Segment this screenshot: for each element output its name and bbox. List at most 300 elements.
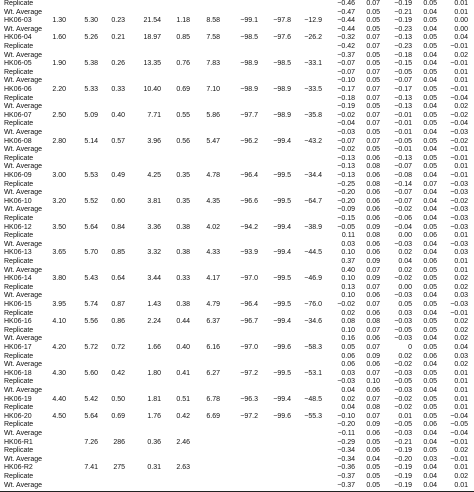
table-cell: 0.07 xyxy=(366,43,380,50)
table-cell: 0.03 xyxy=(454,292,468,300)
table-cell: 0.00 xyxy=(398,283,412,291)
table-cell: −33.5 xyxy=(304,86,322,93)
table-row xyxy=(0,361,474,370)
table-row xyxy=(0,215,474,224)
table-cell: 0.06 xyxy=(341,352,355,360)
table-cell: 4.17 xyxy=(206,275,220,283)
table-cell: 3.65 xyxy=(52,249,66,257)
table-cell: −0.05 xyxy=(394,421,412,429)
table-row xyxy=(0,9,474,18)
table-cell: 0.05 xyxy=(423,447,437,455)
table-row xyxy=(0,482,474,491)
table-cell: 0.01 xyxy=(454,68,468,76)
row-label: HK06-14 xyxy=(4,275,32,283)
table-cell: −0.46 xyxy=(337,0,355,7)
table-cell: −0.05 xyxy=(337,223,355,231)
table-row xyxy=(0,0,474,9)
table-cell: 0.09 xyxy=(366,275,380,283)
row-label: Wt. Average xyxy=(4,51,43,59)
table-cell: 5.74 xyxy=(84,301,98,308)
table-cell: −0.03 xyxy=(394,318,412,326)
table-cell: 0.02 xyxy=(341,309,355,317)
table-cell: −0.03 xyxy=(450,206,468,214)
table-cell: 0.07 xyxy=(366,137,380,145)
table-cell: 0.02 xyxy=(454,283,468,291)
row-label: Replicate xyxy=(4,352,34,360)
table-cell: 4.02 xyxy=(206,223,220,231)
table-cell: 0.42 xyxy=(176,412,190,420)
table-cell: 0.05 xyxy=(366,25,380,33)
table-cell: 0.04 xyxy=(423,430,437,437)
table-cell: −0.19 xyxy=(394,481,412,489)
table-cell: −0.19 xyxy=(394,447,412,455)
table-cell: 6.78 xyxy=(206,395,220,403)
table-row xyxy=(0,327,474,336)
table-cell: 0 xyxy=(408,344,412,351)
table-cell: −99.5 xyxy=(273,172,291,179)
table-row xyxy=(0,86,474,95)
table-cell: −0.01 xyxy=(450,154,468,162)
table-cell: 3.50 xyxy=(52,223,66,231)
table-cell: 275 xyxy=(113,464,125,472)
table-cell: 0.41 xyxy=(176,369,190,377)
table-row xyxy=(0,155,474,164)
table-cell: −0.01 xyxy=(450,172,468,179)
row-label: Replicate xyxy=(4,421,34,429)
table-cell: 0.02 xyxy=(454,447,468,455)
table-cell: −0.44 xyxy=(337,25,355,33)
table-row xyxy=(0,163,474,172)
table-cell: −99.1 xyxy=(240,17,258,25)
row-label: Wt. Average xyxy=(4,77,43,85)
table-cell: −34.6 xyxy=(304,318,322,326)
table-cell: 0.06 xyxy=(366,309,380,317)
table-cell: 0.05 xyxy=(423,344,437,351)
table-cell: 0.05 xyxy=(366,146,380,154)
table-cell: −99.4 xyxy=(273,223,291,231)
table-cell: −99.5 xyxy=(273,275,291,283)
row-label: HK06-05 xyxy=(4,60,32,68)
table-cell: 0.04 xyxy=(423,481,437,489)
table-cell: −97.0 xyxy=(240,275,258,283)
table-row xyxy=(0,404,474,413)
table-cell: 0.02 xyxy=(398,352,412,360)
table-cell: 2.46 xyxy=(176,438,190,446)
row-label: Replicate xyxy=(4,447,34,455)
table-row xyxy=(0,267,474,276)
table-cell: 0.08 xyxy=(366,404,380,412)
table-cell: 0.05 xyxy=(366,77,380,85)
table-row xyxy=(0,344,474,353)
table-cell: 5.72 xyxy=(84,344,98,351)
table-cell: −0.10 xyxy=(337,412,355,420)
table-cell: −44.5 xyxy=(304,249,322,257)
table-cell: 4.20 xyxy=(52,344,66,351)
table-cell: 5.43 xyxy=(84,275,98,283)
table-cell: 5.42 xyxy=(84,395,98,403)
table-cell: 0.16 xyxy=(341,335,355,343)
table-cell: −0.13 xyxy=(394,34,412,42)
table-cell: 6.16 xyxy=(206,344,220,351)
table-cell: 0.05 xyxy=(423,412,437,420)
table-cell: 0.01 xyxy=(454,387,468,394)
table-cell: 0.06 xyxy=(423,421,437,429)
table-cell: −0.02 xyxy=(394,206,412,214)
table-cell: −0.32 xyxy=(337,34,355,42)
row-label: HK06-04 xyxy=(4,34,32,42)
table-cell: 5.70 xyxy=(84,249,98,257)
table-cell: 0.23 xyxy=(111,17,125,25)
table-cell: 0.05 xyxy=(423,68,437,76)
table-cell: −0.03 xyxy=(394,292,412,300)
table-cell: −0.36 xyxy=(337,464,355,472)
table-cell: 0.07 xyxy=(366,86,380,93)
table-cell: 0.10 xyxy=(341,292,355,300)
table-cell: 0.10 xyxy=(341,275,355,283)
table-cell: 0.04 xyxy=(423,77,437,85)
table-cell: −0.03 xyxy=(450,240,468,248)
table-cell: 5.33 xyxy=(84,86,98,93)
table-cell: −0.03 xyxy=(394,240,412,248)
table-cell: 21.54 xyxy=(143,17,161,25)
table-cell: −0.15 xyxy=(394,60,412,68)
table-cell: −96.4 xyxy=(240,172,258,179)
table-cell: −0.42 xyxy=(337,43,355,50)
table-cell: −0.23 xyxy=(394,43,412,50)
table-cell: −99.5 xyxy=(273,369,291,377)
row-label: Replicate xyxy=(4,283,34,291)
row-label: Wt. Average xyxy=(4,189,43,197)
table-cell: −96.3 xyxy=(240,395,258,403)
table-cell: 2.80 xyxy=(52,137,66,145)
table-cell: 0.05 xyxy=(423,318,437,326)
table-cell: 0.09 xyxy=(366,258,380,265)
table-cell: 0.01 xyxy=(454,77,468,85)
row-label: HK06-07 xyxy=(4,111,32,119)
table-cell: −0.02 xyxy=(337,146,355,154)
table-cell: 0.06 xyxy=(366,206,380,214)
table-cell: −58.3 xyxy=(304,344,322,351)
table-row xyxy=(0,120,474,129)
table-cell: 0.05 xyxy=(366,473,380,480)
table-cell: 0.04 xyxy=(423,60,437,68)
table-cell: −0.01 xyxy=(450,86,468,93)
table-cell: 0.04 xyxy=(423,51,437,59)
row-label: HK06-19 xyxy=(4,395,32,403)
table-row xyxy=(0,335,474,344)
table-cell: −97.7 xyxy=(240,111,258,119)
table-cell: 0.10 xyxy=(366,378,380,386)
table-cell: 0.06 xyxy=(366,197,380,205)
row-label: Replicate xyxy=(4,215,34,222)
table-cell: 5.56 xyxy=(84,318,98,326)
table-cell: −0.03 xyxy=(450,129,468,136)
table-cell: 4.30 xyxy=(52,369,66,377)
table-cell: 0.64 xyxy=(111,275,125,283)
table-cell: −0.07 xyxy=(337,68,355,76)
row-label: Replicate xyxy=(4,378,34,386)
table-cell: 0.07 xyxy=(366,266,380,274)
table-cell: 10.40 xyxy=(143,86,161,93)
table-row xyxy=(0,387,474,396)
table-cell: −98.9 xyxy=(240,60,258,68)
table-cell: 3.95 xyxy=(52,301,66,308)
table-cell: −0.01 xyxy=(450,60,468,68)
table-cell: −0.23 xyxy=(394,25,412,33)
table-cell: −0.04 xyxy=(450,94,468,102)
table-row xyxy=(0,249,474,258)
table-cell: 0.07 xyxy=(366,369,380,377)
table-cell: −0.37 xyxy=(337,481,355,489)
table-cell: 1.30 xyxy=(52,17,66,25)
table-cell: 0.05 xyxy=(423,94,437,102)
table-cell: −99.4 xyxy=(273,395,291,403)
table-cell: 0.07 xyxy=(366,283,380,291)
table-cell: −38.9 xyxy=(304,223,322,231)
table-row xyxy=(0,60,474,69)
table-cell: −0.02 xyxy=(337,301,355,308)
table-cell: −0.13 xyxy=(337,172,355,179)
table-cell: 0.69 xyxy=(111,412,125,420)
table-cell: 0.04 xyxy=(423,249,437,257)
table-cell: −99.6 xyxy=(273,344,291,351)
table-cell: 2.24 xyxy=(147,318,161,326)
table-cell: −97.6 xyxy=(273,34,291,42)
table-cell: 0.36 xyxy=(147,438,161,446)
table-cell: 5.09 xyxy=(84,111,98,119)
table-cell: −98.5 xyxy=(240,34,258,42)
table-cell: 0.06 xyxy=(366,447,380,455)
table-cell: 286 xyxy=(113,438,125,446)
table-cell: 0.06 xyxy=(366,154,380,162)
table-cell: 0.35 xyxy=(176,197,190,205)
table-cell: −53.1 xyxy=(304,369,322,377)
table-cell: −0.08 xyxy=(394,172,412,179)
table-cell: 5.26 xyxy=(84,34,98,42)
table-cell: −55.3 xyxy=(304,412,322,420)
table-cell: 0.38 xyxy=(176,223,190,231)
table-cell: 0.10 xyxy=(341,326,355,334)
table-cell: −0.34 xyxy=(337,455,355,463)
table-cell: 0.04 xyxy=(423,8,437,16)
table-cell: 0.02 xyxy=(398,249,412,257)
table-cell: −33.1 xyxy=(304,60,322,68)
table-cell: 0.07 xyxy=(366,68,380,76)
table-cell: −0.20 xyxy=(394,455,412,463)
row-label: Wt. Average xyxy=(4,103,43,111)
table-row xyxy=(0,439,474,448)
table-row xyxy=(0,206,474,215)
table-row xyxy=(0,292,474,301)
table-cell: −0.04 xyxy=(450,430,468,437)
table-cell: −0.17 xyxy=(394,86,412,93)
table-cell: −0.03 xyxy=(394,369,412,377)
row-label: Wt. Average xyxy=(4,129,43,136)
table-cell: 0.01 xyxy=(454,369,468,377)
table-cell: 5.86 xyxy=(206,111,220,119)
table-cell: 0.55 xyxy=(176,111,190,119)
row-label: HK06-16 xyxy=(4,318,32,326)
table-cell: 0.05 xyxy=(423,369,437,377)
table-cell: 0.76 xyxy=(176,60,190,68)
table-cell: 0.42 xyxy=(111,369,125,377)
table-cell: 0.04 xyxy=(423,464,437,472)
table-cell: −99.4 xyxy=(273,137,291,145)
table-cell: 7.58 xyxy=(206,34,220,42)
table-row xyxy=(0,138,474,147)
table-cell: −93.9 xyxy=(240,249,258,257)
table-cell: 0.02 xyxy=(341,395,355,403)
table-cell: 0.04 xyxy=(423,387,437,394)
table-cell: −0.20 xyxy=(337,189,355,197)
table-cell: −0.01 xyxy=(450,43,468,50)
table-cell: 0.06 xyxy=(366,387,380,394)
row-label: Replicate xyxy=(4,309,34,317)
table-cell: 1.90 xyxy=(52,60,66,68)
table-cell: −0.02 xyxy=(337,111,355,119)
row-label: HK06-15 xyxy=(4,301,32,308)
row-label: Replicate xyxy=(4,258,34,265)
table-cell: −43.2 xyxy=(304,137,322,145)
table-cell: 2.63 xyxy=(176,464,190,472)
table-cell: 0.05 xyxy=(423,163,437,171)
table-cell: −0.03 xyxy=(450,189,468,197)
table-cell: 0.04 xyxy=(423,240,437,248)
table-row xyxy=(0,172,474,181)
table-cell: −0.03 xyxy=(394,387,412,394)
table-cell: 0.05 xyxy=(423,120,437,128)
row-label: Replicate xyxy=(4,473,34,480)
table-cell: 0.03 xyxy=(454,249,468,257)
table-cell: 0.01 xyxy=(454,163,468,171)
table-cell: −0.21 xyxy=(394,438,412,446)
table-cell: 2.20 xyxy=(52,86,66,93)
table-row xyxy=(0,189,474,198)
table-cell: −0.21 xyxy=(394,8,412,16)
table-cell: −0.03 xyxy=(450,301,468,308)
table-cell: −0.04 xyxy=(337,120,355,128)
table-cell: 6.37 xyxy=(206,318,220,326)
table-cell: 0.00 xyxy=(398,232,412,240)
table-cell: 6.27 xyxy=(206,369,220,377)
row-label: Wt. Average xyxy=(4,8,43,16)
table-cell: −0.19 xyxy=(394,17,412,25)
table-cell: −0.03 xyxy=(394,430,412,437)
table-cell: −26.2 xyxy=(304,34,322,42)
row-label: Replicate xyxy=(4,43,34,50)
table-cell: −0.15 xyxy=(337,215,355,222)
table-row xyxy=(0,301,474,310)
table-cell: −0.44 xyxy=(337,17,355,25)
table-cell: −0.01 xyxy=(450,438,468,446)
table-cell: 0.05 xyxy=(423,154,437,162)
table-row xyxy=(0,413,474,422)
table-row xyxy=(0,112,474,121)
table-cell: −0.06 xyxy=(394,215,412,222)
table-row xyxy=(0,284,474,293)
table-cell: 4.10 xyxy=(52,318,66,326)
table-cell: −97.2 xyxy=(240,369,258,377)
table-cell: 0.04 xyxy=(423,129,437,136)
row-label: Wt. Average xyxy=(4,25,43,33)
table-cell: 5.14 xyxy=(84,137,98,145)
table-cell: −99.4 xyxy=(273,249,291,257)
table-cell: 0.10 xyxy=(341,249,355,257)
table-cell: 0.01 xyxy=(454,8,468,16)
table-cell: 0.04 xyxy=(454,344,468,351)
table-cell: 0.07 xyxy=(366,94,380,102)
table-cell: 0.04 xyxy=(423,197,437,205)
row-label: Wt. Average xyxy=(4,266,43,274)
table-cell: −99.5 xyxy=(273,301,291,308)
table-cell: 0.07 xyxy=(423,180,437,188)
table-row xyxy=(0,17,474,26)
table-row xyxy=(0,378,474,387)
table-cell: 0.37 xyxy=(341,258,355,265)
table-row xyxy=(0,396,474,405)
table-cell: 7.10 xyxy=(206,86,220,93)
row-label: HK06-18 xyxy=(4,369,32,377)
table-cell: 0.05 xyxy=(423,17,437,25)
table-cell: 1.60 xyxy=(52,34,66,42)
table-row xyxy=(0,473,474,482)
table-cell: 0.01 xyxy=(454,464,468,472)
table-cell: 3.80 xyxy=(52,275,66,283)
table-cell: 5.53 xyxy=(84,172,98,179)
table-cell: −0.13 xyxy=(394,94,412,102)
table-row xyxy=(0,103,474,112)
row-label: Replicate xyxy=(4,94,34,102)
table-cell: 0.38 xyxy=(176,249,190,257)
table-row xyxy=(0,52,474,61)
table-cell: −0.03 xyxy=(337,378,355,386)
table-cell: −0.19 xyxy=(394,473,412,480)
table-cell: 4.35 xyxy=(206,197,220,205)
table-cell: 0.35 xyxy=(176,172,190,179)
table-cell: −0.01 xyxy=(394,129,412,136)
row-label: Replicate xyxy=(4,326,34,334)
table-cell: −0.01 xyxy=(394,120,412,128)
table-cell: −0.05 xyxy=(394,326,412,334)
table-cell: −96.4 xyxy=(240,301,258,308)
table-cell: 0.04 xyxy=(423,438,437,446)
table-cell: −0.03 xyxy=(450,215,468,222)
table-cell: 0.06 xyxy=(366,249,380,257)
table-row xyxy=(0,146,474,155)
table-cell: 2.50 xyxy=(52,111,66,119)
table-row xyxy=(0,129,474,138)
row-label: Wt. Average xyxy=(4,240,43,248)
table-cell: 5.64 xyxy=(84,223,98,231)
table-cell: 0.02 xyxy=(454,51,468,59)
table-cell: 0.06 xyxy=(366,361,380,369)
table-cell: 0.04 xyxy=(423,146,437,154)
row-label: HK06-20 xyxy=(4,412,32,420)
row-label: HK06-13 xyxy=(4,249,32,257)
table-cell: 5.64 xyxy=(84,412,98,420)
table-cell: 0.04 xyxy=(366,455,380,463)
table-cell: 0.87 xyxy=(111,301,125,308)
table-cell: −96.6 xyxy=(240,197,258,205)
table-cell: 0.05 xyxy=(423,283,437,291)
table-cell: 0.05 xyxy=(366,129,380,136)
table-cell: 0.69 xyxy=(176,86,190,93)
row-label: Wt. Average xyxy=(4,335,43,343)
table-row xyxy=(0,318,474,327)
table-cell: 0.07 xyxy=(366,344,380,351)
table-cell: −0.07 xyxy=(337,60,355,68)
table-cell: 0.49 xyxy=(111,172,125,179)
